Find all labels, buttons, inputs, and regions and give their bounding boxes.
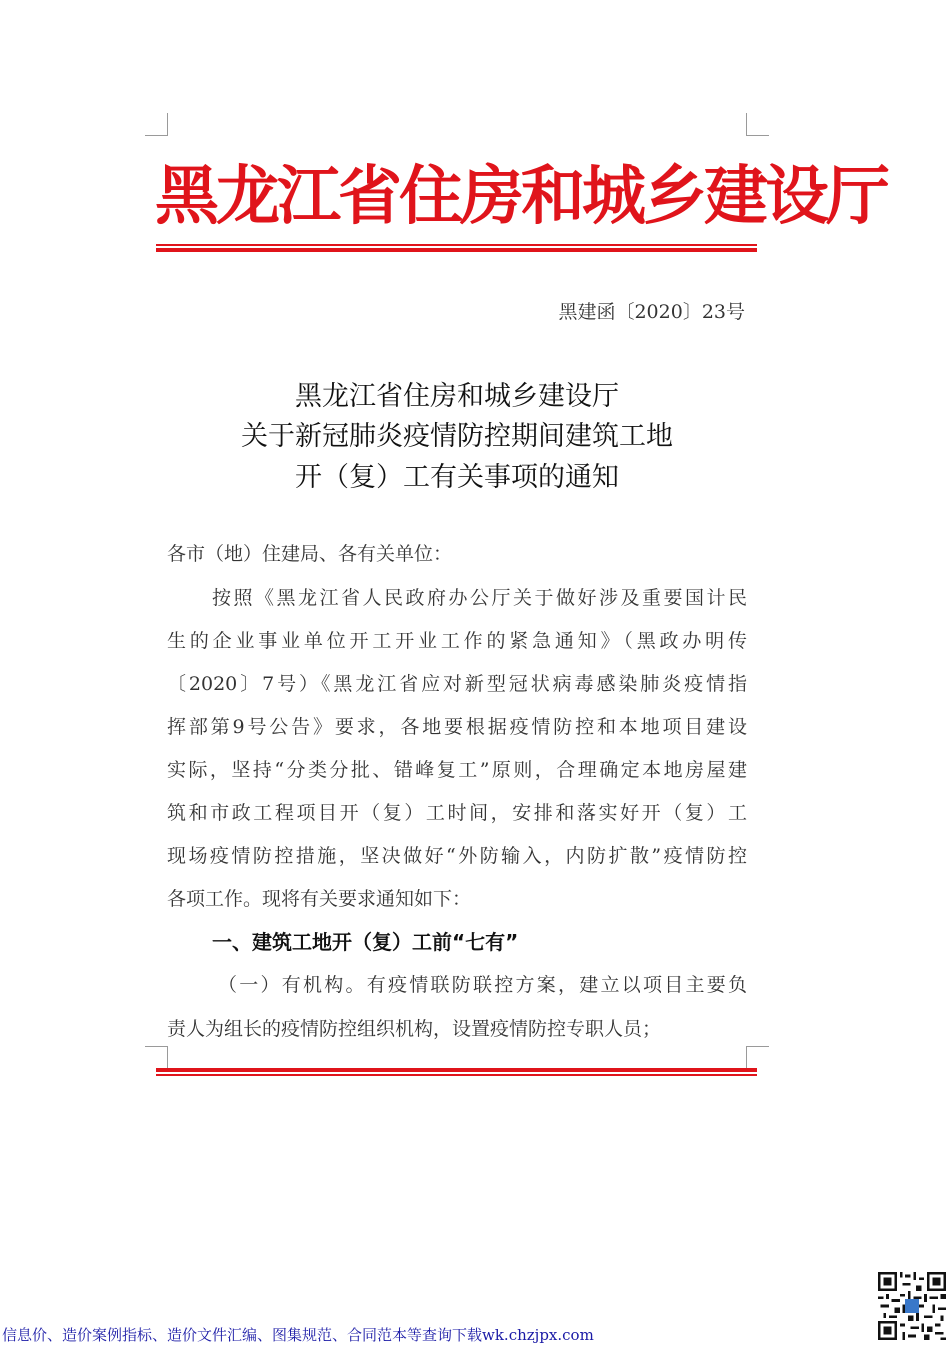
footer-rule-thin	[156, 1074, 757, 1076]
paragraph-line: 实际，坚持“分类分批、错峰复工”原则，合理确定本地房屋建	[167, 759, 747, 781]
notice-title-line-1: 黑龙江省住房和城乡建设厅	[295, 381, 619, 412]
masthead-rule-thin	[156, 244, 757, 246]
item-line: （一）有机构。有疫情联防联控方案，建立以项目主要负	[218, 974, 747, 996]
masthead-rule-thick	[156, 248, 757, 252]
notice-title-line-3: 开（复）工有关事项的通知	[295, 462, 619, 493]
crop-mark-top-right	[746, 113, 769, 136]
paragraph-line: 各项工作。现将有关要求通知如下：	[167, 888, 472, 910]
paragraph-line: 〔2020〕7号）《黑龙江省应对新型冠状病毒感染肺炎疫情指	[167, 673, 747, 695]
paragraph-line: 按照《黑龙江省人民政府办公厅关于做好涉及重要国计民	[212, 587, 747, 609]
crop-mark-bottom-right	[746, 1046, 769, 1069]
paragraph-line: 生的企业事业单位开工开业工作的紧急通知》（黑政办明传	[167, 630, 747, 652]
masthead-title: 黑龙江省住房和城乡建设厅	[155, 160, 887, 234]
section-heading: 一、建筑工地开（复）工前“七有”	[212, 930, 519, 954]
footer-rule-thick	[156, 1068, 757, 1072]
crop-mark-bottom-left	[145, 1046, 168, 1069]
qr-code-icon	[878, 1272, 946, 1340]
notice-title-line-2: 关于新冠肺炎疫情防控期间建筑工地	[241, 421, 673, 452]
salutation: 各市（地）住建局、各有关单位：	[167, 543, 453, 565]
crop-mark-top-left	[145, 113, 168, 136]
paragraph-line: 现场疫情防控措施，坚决做好“外防输入，内防扩散”疫情防控	[167, 845, 747, 867]
paragraph-line: 筑和市政工程项目开（复）工时间，安排和落实好开（复）工	[167, 802, 747, 824]
document-number: 黑建函〔2020〕23号	[558, 301, 745, 323]
footer-link[interactable]: 信息价、造价案例指标、造价文件汇编、图集规范、合同范本等查询下载wk.chzjpx.com	[2, 1326, 594, 1344]
item-line: 责人为组长的疫情防控组织机构，设置疫情防控专职人员；	[167, 1018, 662, 1040]
paragraph-line: 挥部第9号公告》要求，各地要根据疫情防控和本地项目建设	[167, 716, 747, 738]
